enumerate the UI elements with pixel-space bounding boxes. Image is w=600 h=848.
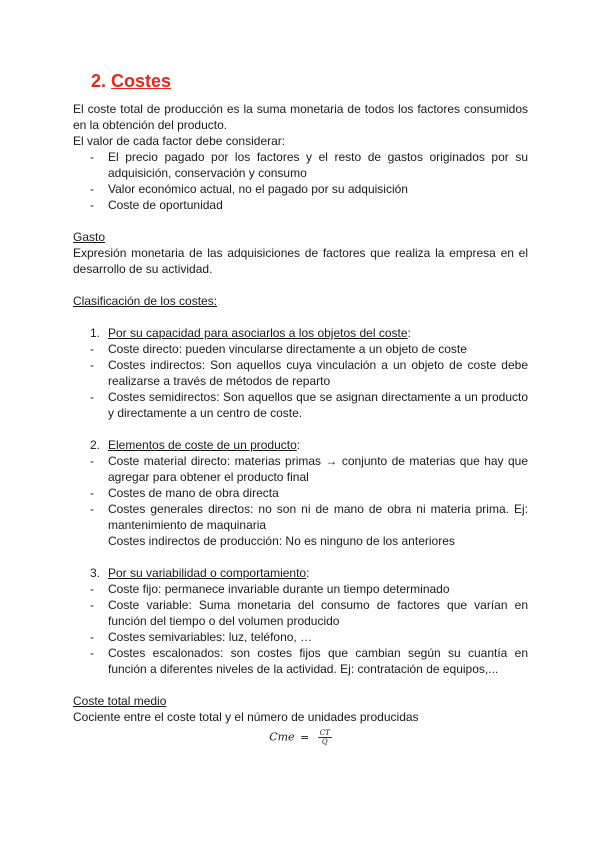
group-list xyxy=(73,453,528,533)
list-item: - Coste variable: Suma monetaria del consumo de factores que varían en función del tiempo o del volumen producido xyxy=(73,597,528,629)
list-item: - Costes semivariables: luz, teléfono, … xyxy=(73,629,528,645)
gasto-heading: Gasto xyxy=(73,230,106,244)
list-item: - Costes generales directos: no son ni de mano de obra ni materia prima. Ej: mantenimiento de maquinaria xyxy=(73,501,528,533)
section-title-text: Costes xyxy=(111,71,172,91)
group-suffix: : xyxy=(407,326,411,340)
group-list xyxy=(73,581,528,677)
group-title: Por su capacidad para asociarlos a los objetos del coste xyxy=(108,326,408,340)
list-item: - Coste de oportunidad xyxy=(73,197,528,213)
document-page xyxy=(73,70,528,746)
formula-fraction xyxy=(318,729,332,746)
formula-equals: = xyxy=(300,730,310,744)
gasto-text: Expresión monetaria de las adquisiciones de factores que realiza la empresa en el desarrollo de su actividad. xyxy=(73,246,528,276)
list-item: - Costes escalonados: son costes fijos que cambian según su cuantía en función a diferentes niveles de la actividad. Ej: contratación de equipos,... xyxy=(73,645,528,677)
group-number: 3. xyxy=(90,566,101,580)
list-continuation: Costes indirectos de producción: No es ninguno de los anteriores xyxy=(108,534,455,548)
coste-medio-heading: Coste total medio xyxy=(73,694,167,708)
group-number: 2. xyxy=(90,438,101,452)
section-title xyxy=(91,70,528,92)
group-suffix: : xyxy=(306,566,310,580)
list-item: - El precio pagado por los factores y el resto de gastos originados por su adquisición, conservación y consumo xyxy=(73,149,528,181)
section-number: 2. xyxy=(91,71,107,91)
list-item: - Costes semidirectos: Son aquellos que se asignan directamente a un producto y directamente a un centro de coste. xyxy=(73,389,528,421)
list-item: - Costes indirectos: Son aquellos cuya vinculación a un objeto de coste debe realizarse a través de métodos de reparto xyxy=(73,357,528,389)
formula-numerator: CT xyxy=(319,729,330,737)
group-suffix: : xyxy=(296,438,301,452)
formula-denominator: Q xyxy=(321,738,328,746)
intro-list xyxy=(73,149,528,213)
formula xyxy=(73,729,528,746)
list-item: - Coste material directo: materias primas → conjunto de materias que hay que agregar para obtener el producto final xyxy=(73,453,528,485)
group-list xyxy=(73,341,528,421)
formula-lhs: Cme xyxy=(269,730,295,744)
clasificacion-heading: Clasificación de los costes: xyxy=(73,294,218,308)
intro-paragraph-2: El valor de cada factor debe considerar: xyxy=(73,134,286,148)
group-heading xyxy=(73,325,528,341)
group-title: Elementos de coste de un producto xyxy=(108,438,297,452)
list-item: - Costes de mano de obra directa xyxy=(73,485,528,501)
group-heading xyxy=(73,565,528,581)
intro-paragraph: El coste total de producción es la suma monetaria de todos los factores consumidos en la obtención del producto. xyxy=(73,102,528,132)
group-title: Por su variabilidad o comportamiento xyxy=(108,566,307,580)
coste-medio-text: Cociente entre el coste total y el número de unidades producidas xyxy=(73,710,419,724)
list-item: - Coste fijo: permanece invariable durante un tiempo determinado xyxy=(73,581,528,597)
group-number: 1. xyxy=(90,326,101,340)
list-item: - Valor económico actual, no el pagado por su adquisición xyxy=(73,181,528,197)
group-heading xyxy=(73,437,528,453)
list-item: - Coste directo: pueden vincularse directamente a un objeto de coste xyxy=(73,341,528,357)
